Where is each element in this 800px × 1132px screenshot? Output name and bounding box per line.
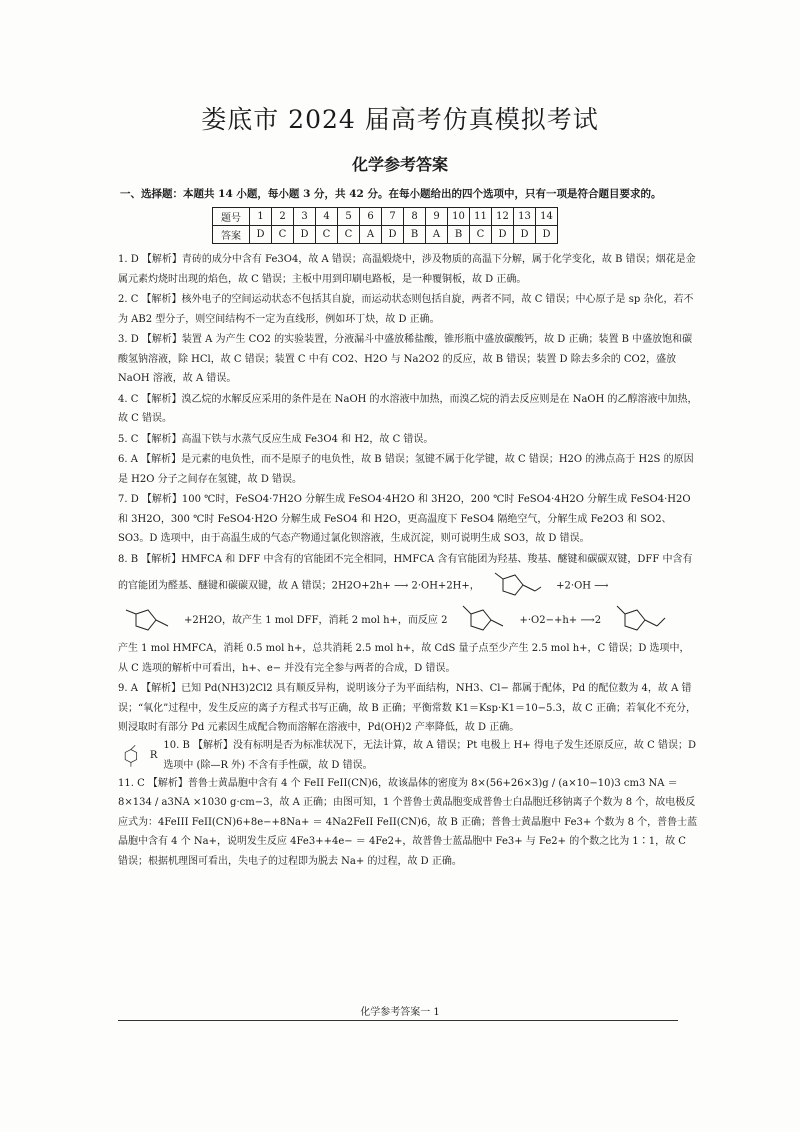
table-cell: C [316,226,338,244]
answer-item-8-text: 8. B 【解析】HMFCA 和 DFF 中含有的官能团不完全相同，HMFCA 含有官能团为羟基、羧基、醚键和碳碳双键，DFF 中含有的官能团为醛基、醚键和碳碳双键，故 A 错误；2H2O+2h+ ⟶ 2·OH+2H+， [118,553,693,592]
table-cell: C [470,226,492,244]
answer-item-7: 7. D 【解析】100 ℃时，FeSO4·7H2O 分解生成 FeSO4·4H2O 和 3H2O，200 ℃时 FeSO4·4H2O 分解生成 FeSO4·H2O 和 3H2O，300 ℃时 FeSO4·H2O 分解生成 FeSO4 和 H2O，更高温度下 FeSO4 隔绝空气，分解生成 Fe2O3 和 SO2、SO3。D 选项中，由于高温生成的气态产物通过氯化钡溶液，生成沉淀，则可说明生成 SO3，故 D 错误。 [118,494,691,544]
answer-item-6: 6. A 【解析】是元素的电负性，而不是原子的电负性，故 B 错误；氢键不属于化学键，故 C 错误；H2O 的沸点高于 H2S 的原因是 H2O 分子之间存在氢键，故 D 错误。 [118,454,694,485]
answer-item-3: 3. D 【解析】装置 A 为产生 CO2 的实验装置，分液漏斗中盛放稀盐酸，锥形瓶中盛放碳酸钙，故 D 正确；装置 B 中盛放饱和碳酸氢钠溶液，除 HCl，故 C 错误；装置 C 中有 CO2、H2O 与 Na2O2 的反应，故 B 错误；装置 D 除去多余的 CO2，盛放 NaOH 溶液，故 A 错误。 [118,334,693,384]
table-cell: D [250,226,272,244]
answer-item-1: 1. D 【解析】青砖的成分中含有 Fe3O4，故 A 错误；高温煅烧中，涉及物质的高温下分解，属于化学变化，故 B 错误；烟花是金属元素灼烧时出现的焰色，故 C 错误；主板中用到印刷电路板，是一种覆铜板，故 D 正确。 [118,254,696,285]
answer-item-2: 2. C 【解析】核外电子的空间运动状态不包括其自旋，而运动状态则包括自旋，两者不同，故 C 错误；中心原子是 sp 杂化，若不为 AB2 型分子，则空间结构不一定为直线形，例如环丁炔，故 D 正确。 [118,294,694,325]
answer-table [212,207,558,244]
styrene-structure-icon [118,739,144,773]
reaction-2-mid: +·O2−+h+ ⟶2 [519,615,602,627]
table-cell: A [426,226,448,244]
answer-item-10 [118,739,698,773]
table-cell: 5 [338,208,360,226]
r-group-label: R [149,749,158,761]
answer-item-11: 11. C 【解析】普鲁士黄晶胞中含有 4 个 FeII FeII(CN)6，故该晶体的密度为 8×(56+26×3)g / (a×10−10)3 cm3 NA ＝ 8×134 / a3NA ×1030 g·cm−3，故 A 正确；由图可知，1 个普鲁士黄晶胞变成普鲁士白晶胞迁移钠离子个数为 8 个，故电极反应式为：4FeIII FeII(CN)6+8e−+8Na+ ＝ 4Na2FeII FeII(CN)6，故 B 正确；普鲁士黄晶胞中 Fe3+ 个数为 8 个，普鲁士蓝晶胞中含有 4 个 Na+，说明发生反应 4Fe3++4e− ＝ 4Fe2+，故普鲁士蓝晶胞中 Fe3+ 与 Fe2+ 的个数之比为 1∶1，故 C 错误；根据机理图可看出，失电子的过程即为脱去 Na+ 的过程，故 D 正确。 [118,777,698,867]
table-cell: 7 [382,208,404,226]
table-row-label: 答案 [213,226,250,244]
table-row [213,226,558,244]
table-cell: 1 [250,208,272,226]
reaction-1-tail: +2·OH ⟶ [556,580,609,592]
section-header: 一、选择题：本题共 14 小题，每小题 3 分，共 42 分。在每小题给出的四个选项中，只有一项是符合题目要求的。 [120,188,662,200]
answer-item-9: 9. A 【解析】已知 Pd(NH3)2Cl2 具有顺反异构，说明该分子为平面结构，NH3、Cl− 都属于配体，Pd 的配位数为 4，故 A 错误；“氧化”过程中，发生反应的离子方程式书写正确，故 B 正确；平衡常数 K1＝Ksp·K1＝10−5.3，故 C 正确；若氧化不充分，则浸取时有部分 Pd 元素因生成配合物而溶解在溶液中，Pd(OH)2 产率降低，故 D 正确。 [118,683,696,733]
answer-item-8-cont: +2H2O，故产生 1 mol DFF，消耗 2 mol h+，而反应 2 [184,615,448,627]
table-cell: B [404,226,426,244]
page-footer: 化学参考答案一 1 [360,1007,440,1018]
answer-item-8 [118,550,698,604]
table-cell: D [492,226,514,244]
table-cell: C [272,226,294,244]
reaction-row-2 [118,604,698,638]
answer-item-4: 4. C 【解析】溴乙烷的水解反应采用的条件是在 NaOH 的水溶液中加热，而溴乙烷的消去反应则是在 NaOH 的乙醇溶液中加热，故 C 错误。 [118,393,698,424]
answer-item-10-text: 10. B 【解析】没有标明是否为标准状况下，无法计算，故 A 错误；Pt 电极上 H+ 得电子发生还原反应，故 C 错误；D 选项中 (除—R 外) 不含有手性碳，故 D 错误。 [163,740,696,771]
table-cell: 12 [492,208,514,226]
page-title: 娄底市 2024 届高考仿真模拟考试 [201,105,599,134]
table-cell: 11 [470,208,492,226]
table-cell: 8 [404,208,426,226]
table-cell: A [360,226,382,244]
table-row [213,208,558,226]
table-cell: 9 [426,208,448,226]
answer-item-8-end: 产生 1 mol HMFCA，消耗 0.5 mol h+，总共消耗 2.5 mol h+，故 CdS 量子点至少产生 2.5 mol h+，C 错误；D 选项中，从 C 选项的解析中可看出，h+、e− 并没有完全参与两者的合成，D 错误。 [118,643,690,674]
table-cell: D [382,226,404,244]
explanations [118,250,698,872]
table-cell: 6 [360,208,382,226]
page-subtitle: 化学参考答案 [351,155,448,174]
table-cell: 3 [294,208,316,226]
hmf-structure-icon [483,569,553,603]
table-cell: B [448,226,470,244]
table-cell: 4 [316,208,338,226]
dff-structure-icon [118,604,178,638]
hmf-structure-icon-2 [453,604,513,638]
hmfca-structure-icon [607,604,677,638]
table-cell: D [536,226,558,244]
table-cell: D [514,226,536,244]
footer-divider [118,1020,678,1021]
table-cell: 2 [272,208,294,226]
table-row-label: 题号 [213,208,250,226]
table-cell: C [338,226,360,244]
table-cell: 13 [514,208,536,226]
table-cell: 14 [536,208,558,226]
table-cell: 10 [448,208,470,226]
table-cell: D [294,226,316,244]
answer-item-5: 5. C 【解析】高温下铁与水蒸气反应生成 Fe3O4 和 H2，故 C 错误。 [118,433,434,445]
